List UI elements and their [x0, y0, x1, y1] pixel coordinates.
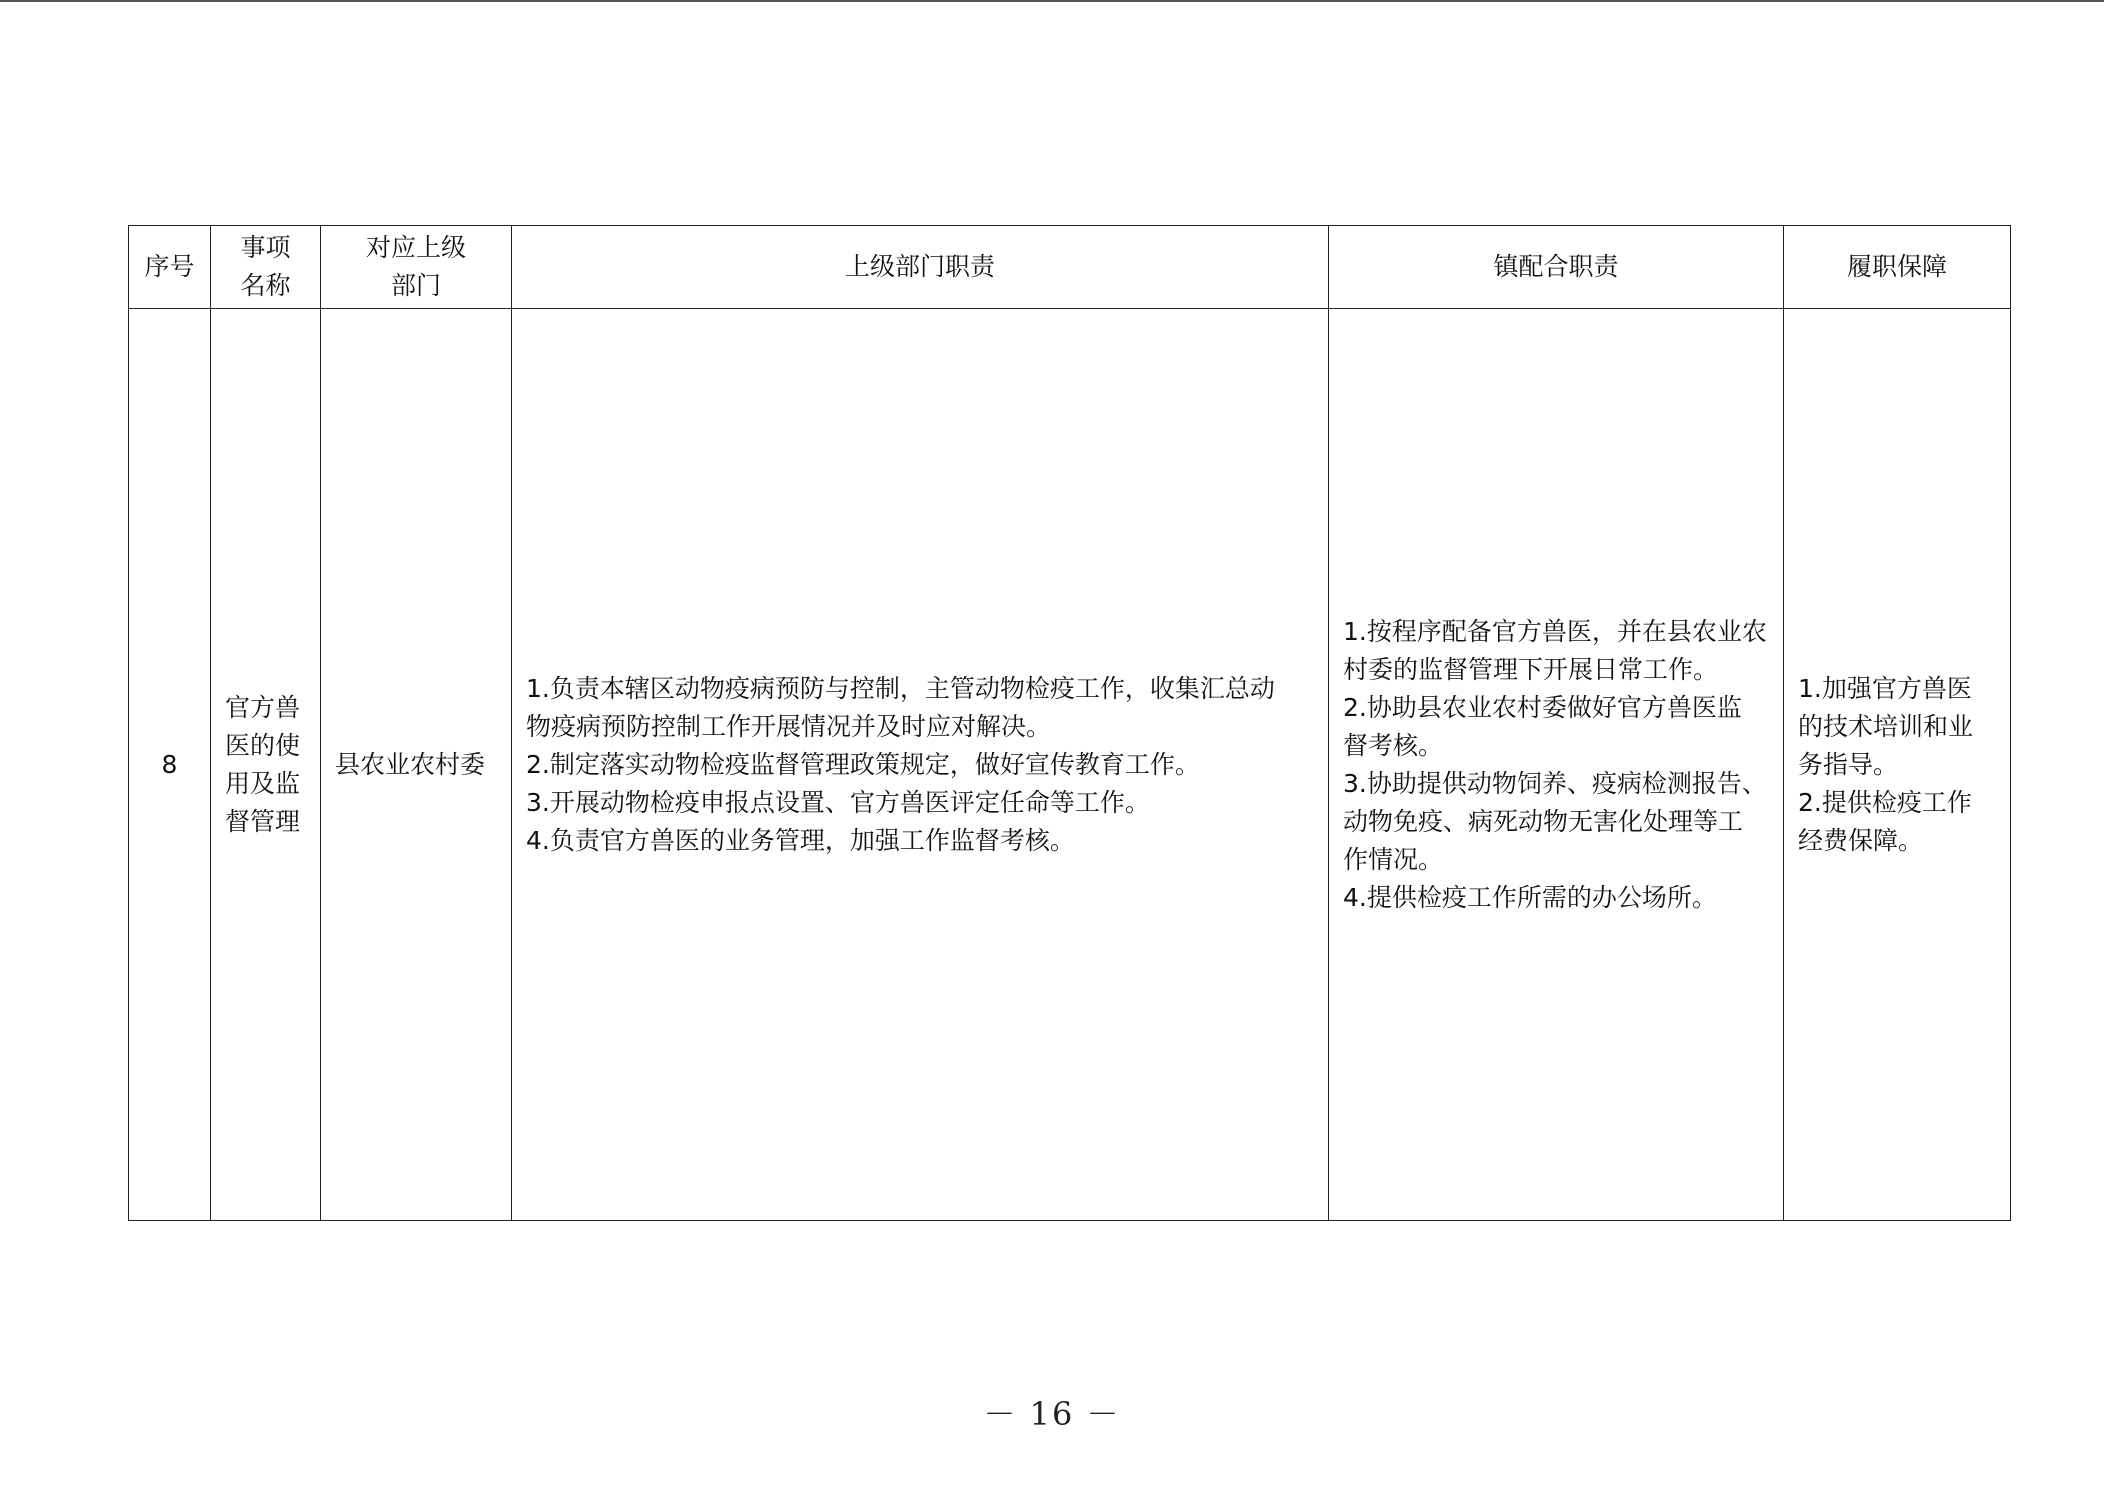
header-guarantee: 履职保障 — [1784, 226, 2011, 309]
guarantee-line: 的技术培训和业 — [1798, 711, 1974, 741]
row-guarantee — [1784, 309, 2011, 1221]
item-name-line: 用及监 — [225, 768, 301, 798]
upper-duty-line: 2.制定落实动物检疫监督管理政策规定，做好宣传教育工作。 — [526, 749, 1200, 779]
town-duty-line: 1.按程序配备官方兽医，并在县农业农 — [1343, 616, 1767, 646]
town-duty-line: 村委的监督管理下开展日常工作。 — [1343, 654, 1719, 684]
header-item-name-line: 事项 — [240, 233, 291, 262]
town-duty-line: 动物免疫、病死动物无害化处理等工 — [1343, 806, 1744, 836]
item-name-line: 官方兽 — [225, 692, 301, 722]
row-upper-duty — [512, 309, 1329, 1221]
row-item-name — [211, 309, 321, 1221]
table-row — [129, 309, 2011, 1221]
item-name-line: 督管理 — [225, 806, 301, 836]
header-dept — [321, 226, 512, 309]
row-dept: 县农业农村委 — [321, 309, 512, 1221]
upper-duty-line: 物疫病预防控制工作开展情况并及时应对解决。 — [526, 711, 1052, 741]
page-number: － 16 － — [983, 1395, 1121, 1433]
upper-duty-line: 1.负责本辖区动物疫病预防与控制，主管动物检疫工作，收集汇总动 — [526, 673, 1275, 703]
guarantee-line: 务指导。 — [1798, 749, 1899, 779]
header-item-name — [211, 226, 321, 309]
duty-table — [128, 225, 2011, 1221]
guarantee-line: 2.提供检疫工作 — [1798, 787, 1972, 817]
town-duty-line: 2.协助县农业农村委做好官方兽医监 — [1343, 692, 1742, 722]
upper-duty-line: 3.开展动物检疫申报点设置、官方兽医评定任命等工作。 — [526, 787, 1150, 817]
row-no: 8 — [129, 309, 211, 1221]
header-dept-line: 部门 — [390, 271, 441, 300]
header-no: 序号 — [129, 226, 211, 309]
row-town-duty — [1329, 309, 1784, 1221]
header-dept-line: 对应上级 — [365, 233, 466, 262]
town-duty-line: 作情况。 — [1343, 844, 1444, 874]
town-duty-line: 4.提供检疫工作所需的办公场所。 — [1343, 882, 1717, 912]
guarantee-line: 经费保障。 — [1798, 825, 1924, 855]
town-duty-line: 3.协助提供动物饲养、疫病检测报告、 — [1343, 768, 1767, 798]
header-item-name-line: 名称 — [240, 271, 291, 300]
guarantee-line: 1.加强官方兽医 — [1798, 673, 1972, 703]
upper-duty-line: 4.负责官方兽医的业务管理，加强工作监督考核。 — [526, 825, 1075, 855]
header-upper-duty: 上级部门职责 — [512, 226, 1329, 309]
header-row — [129, 226, 2011, 309]
header-town-duty: 镇配合职责 — [1329, 226, 1784, 309]
town-duty-line: 督考核。 — [1343, 730, 1444, 760]
item-name-line: 医的使 — [225, 730, 301, 760]
